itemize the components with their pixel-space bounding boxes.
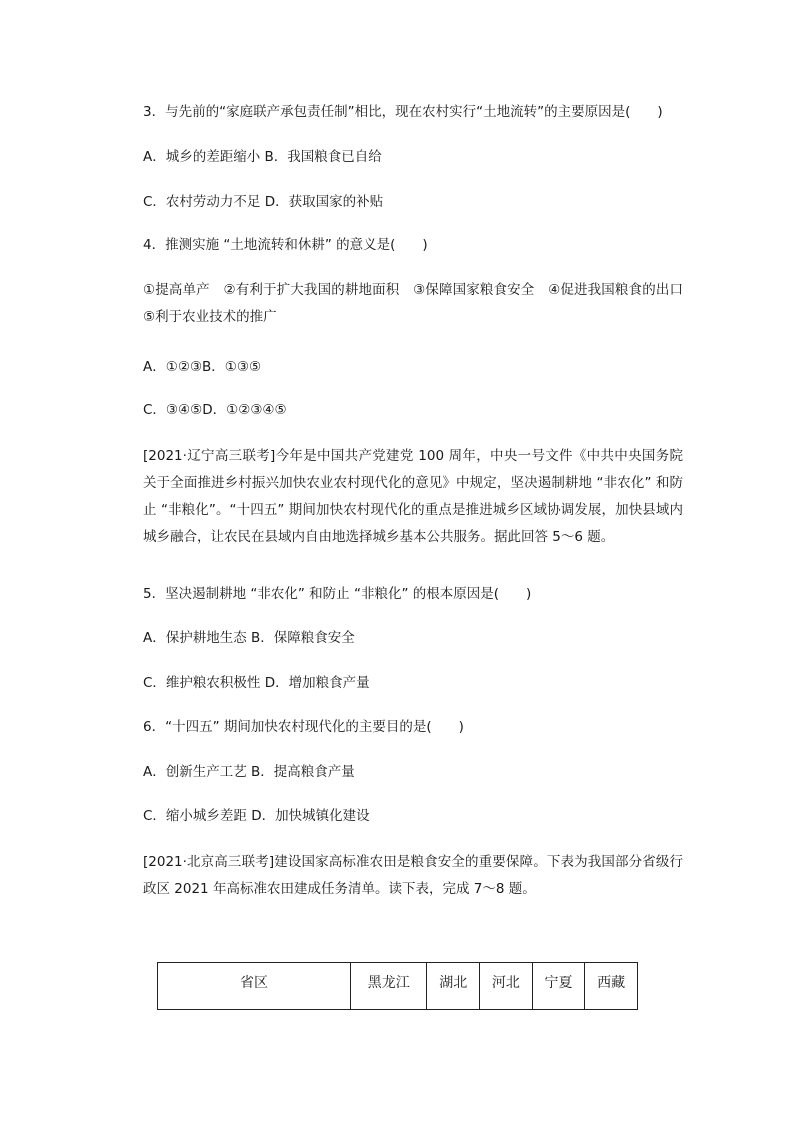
question-4-options-ab: A．①②③B．①③⑤ [143, 359, 262, 375]
table-cell-province: 西藏 [585, 963, 638, 1010]
passage-5-6: [2021·辽宁高三联考]今年是中国共产党建党 100 周年，中央一号文件《中共中央国务院关于全面推进乡村振兴加快农业农村现代化的意见》中规定，坚决遏制耕地 “非农化” 和防止 “非粮化”。“十四五” 期间加快农村现代化的重点是推进城乡区域协调发展，加快县域内城乡融合，让农民在县域内自由地选择城乡基本公共服务。据此回答 5～6 题。 [143, 448, 683, 545]
question-5-options-ab: A．保护耕地生态 B．保障粮食安全 [143, 630, 355, 646]
table-cell-province: 湖北 [427, 963, 480, 1010]
task-list-table [157, 962, 638, 1010]
passage-7-8: [2021·北京高三联考]建设国家高标准农田是粮食安全的重要保障。下表为我国部分省级行政区 2021 年高标准农田建成任务清单。读下表，完成 7～8 题。 [143, 854, 683, 897]
question-3-options-ab: A．城乡的差距缩小 B．我国粮食已自给 [143, 149, 382, 165]
question-4-statements: ①提高单产 ②有利于扩大我国的耕地面积 ③保障国家粮食安全 ④促进我国粮食的出口 ⑤利于农业技术的推广 [143, 282, 697, 325]
question-6-options-ab: A．创新生产工艺 B．提高粮食产量 [143, 764, 355, 780]
question-6-options-cd: C．缩小城乡差距 D．加快城镇化建设 [143, 808, 370, 824]
table-cell-province: 宁夏 [532, 963, 585, 1010]
question-5-stem: 5．坚决遏制耕地 “非农化” 和防止 “非粮化” 的根本原因是( ) [143, 586, 532, 602]
question-5-options-cd: C．维护粮农积极性 D．增加粮食产量 [143, 675, 370, 691]
question-3-options-cd: C．农村劳动力不足 D．获取国家的补贴 [143, 194, 384, 210]
table-cell-province: 河北 [480, 963, 533, 1010]
table-header-province: 省区 [158, 963, 351, 1010]
table-cell-province: 黑龙江 [351, 963, 427, 1010]
question-6-stem: 6．“十四五” 期间加快农村现代化的主要目的是( ) [143, 719, 464, 735]
question-4-stem: 4．推测实施 “土地流转和休耕” 的意义是( ) [143, 237, 428, 253]
question-4-options-cd: C．③④⑤D．①②③④⑤ [143, 402, 287, 418]
table-row [158, 963, 638, 1010]
question-3-stem: 3．与先前的“家庭联产承包责任制”相比，现在农村实行“土地流转”的主要原因是( ) [143, 104, 663, 120]
